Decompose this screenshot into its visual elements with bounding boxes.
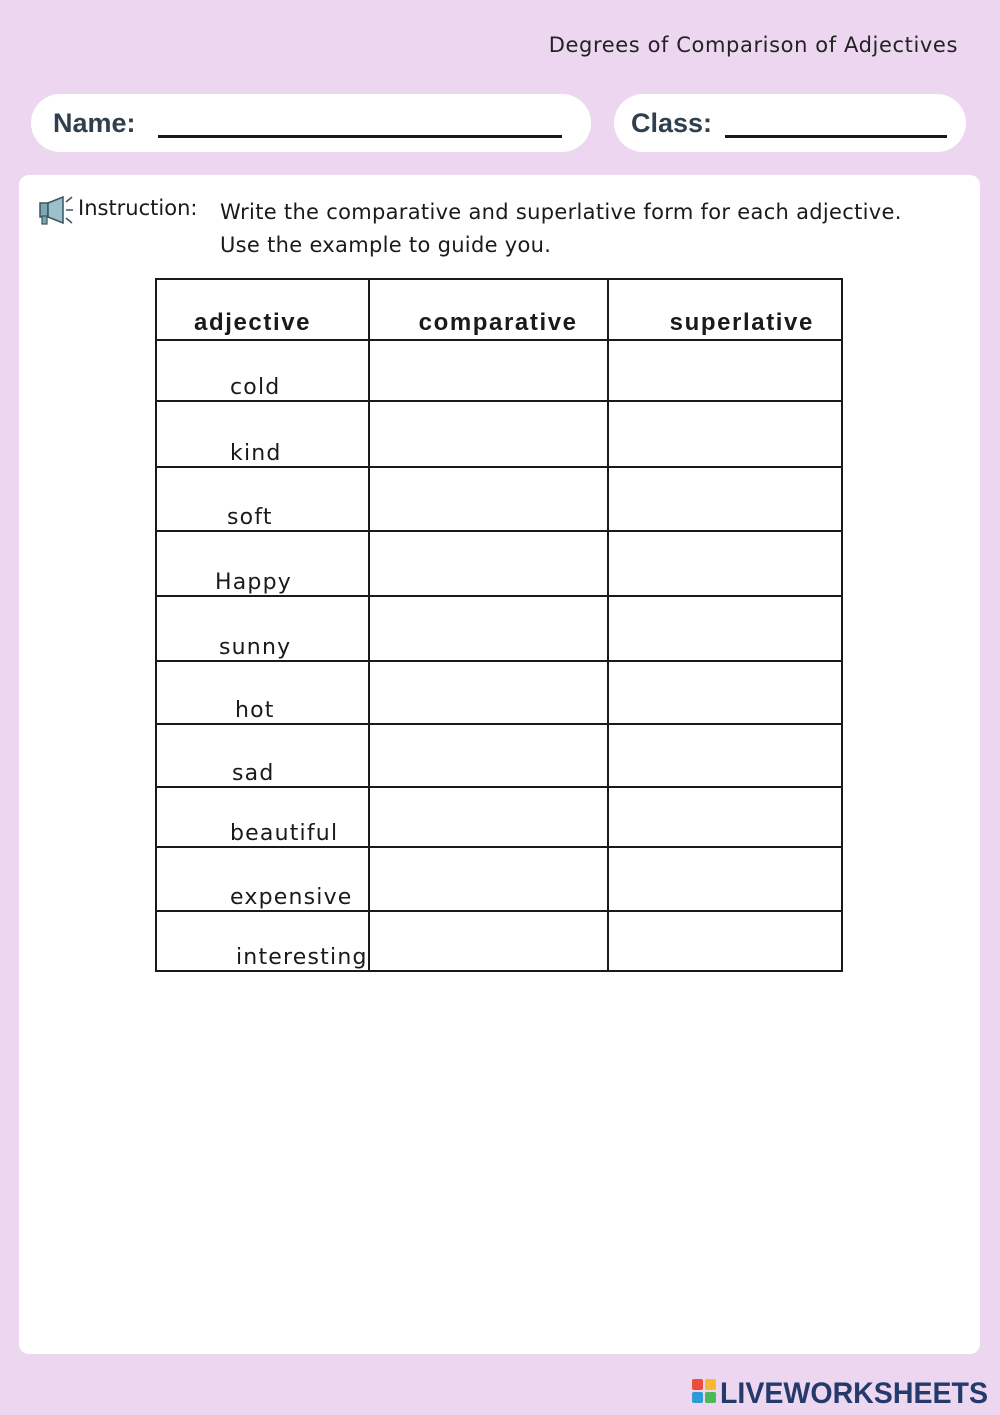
comparative-answer-cell[interactable] [369, 401, 608, 467]
logo-square-1 [692, 1379, 703, 1390]
brand-wordmark: LIVEWORKSHEETS [720, 1377, 988, 1407]
table-row [156, 401, 842, 467]
logo-square-3 [692, 1392, 703, 1403]
table-row [156, 847, 842, 911]
table-row [156, 596, 842, 661]
adjective-table [155, 278, 843, 972]
adjective-cell: hot [156, 661, 369, 724]
instruction-line-1: Write the comparative and superlative form for each adjective. [220, 200, 902, 224]
superlative-answer-cell[interactable] [608, 724, 842, 787]
name-field [31, 94, 591, 152]
comparative-answer-cell[interactable] [369, 340, 608, 401]
comparative-answer-cell[interactable] [369, 911, 608, 971]
superlative-answer-cell[interactable] [608, 340, 842, 401]
adjective-cell: soft [156, 467, 369, 531]
superlative-answer-cell[interactable] [608, 531, 842, 596]
adjective-cell: cold [156, 340, 369, 401]
megaphone-icon [38, 194, 74, 226]
superlative-answer-cell[interactable] [608, 911, 842, 971]
table-row [156, 724, 842, 787]
adjective-cell: beautiful [156, 787, 369, 847]
table-header-row [156, 279, 842, 340]
name-label: Name: [53, 108, 136, 138]
name-blank-line[interactable] [158, 135, 562, 138]
superlative-answer-cell[interactable] [608, 401, 842, 467]
adjective-cell: kind [156, 401, 369, 467]
comparative-answer-cell[interactable] [369, 847, 608, 911]
table-row [156, 787, 842, 847]
instruction-line-2: Use the example to guide you. [220, 233, 552, 257]
comparative-answer-cell[interactable] [369, 724, 608, 787]
superlative-answer-cell[interactable] [608, 787, 842, 847]
adjective-cell: interesting [156, 911, 369, 971]
logo-square-2 [705, 1379, 716, 1390]
superlative-answer-cell[interactable] [608, 847, 842, 911]
comparative-answer-cell[interactable] [369, 661, 608, 724]
adjective-cell: expensive [156, 847, 369, 911]
instruction-text [220, 196, 960, 262]
superlative-answer-cell[interactable] [608, 661, 842, 724]
column-header-adjective: adjective [156, 279, 369, 340]
table-row [156, 340, 842, 401]
table-row [156, 661, 842, 724]
adjective-cell: Happy [156, 531, 369, 596]
superlative-answer-cell[interactable] [608, 596, 842, 661]
superlative-answer-cell[interactable] [608, 467, 842, 531]
column-header-comparative: comparative [369, 279, 608, 340]
class-label: Class: [631, 108, 713, 138]
comparative-answer-cell[interactable] [369, 531, 608, 596]
adjective-cell: sad [156, 724, 369, 787]
worksheet-panel [19, 175, 980, 1354]
liveworksheets-logo [692, 1375, 992, 1407]
instruction-label: Instruction: [78, 196, 198, 220]
worksheet-title: Degrees of Comparison of Adjectives [548, 33, 958, 57]
table-row [156, 467, 842, 531]
table-row [156, 531, 842, 596]
class-field [614, 94, 966, 152]
logo-square-4 [705, 1392, 716, 1403]
comparative-answer-cell[interactable] [369, 596, 608, 661]
table-row [156, 911, 842, 971]
comparative-answer-cell[interactable] [369, 467, 608, 531]
comparative-answer-cell[interactable] [369, 787, 608, 847]
column-header-superlative: superlative [608, 279, 842, 340]
class-blank-line[interactable] [725, 135, 947, 138]
adjective-cell: sunny [156, 596, 369, 661]
